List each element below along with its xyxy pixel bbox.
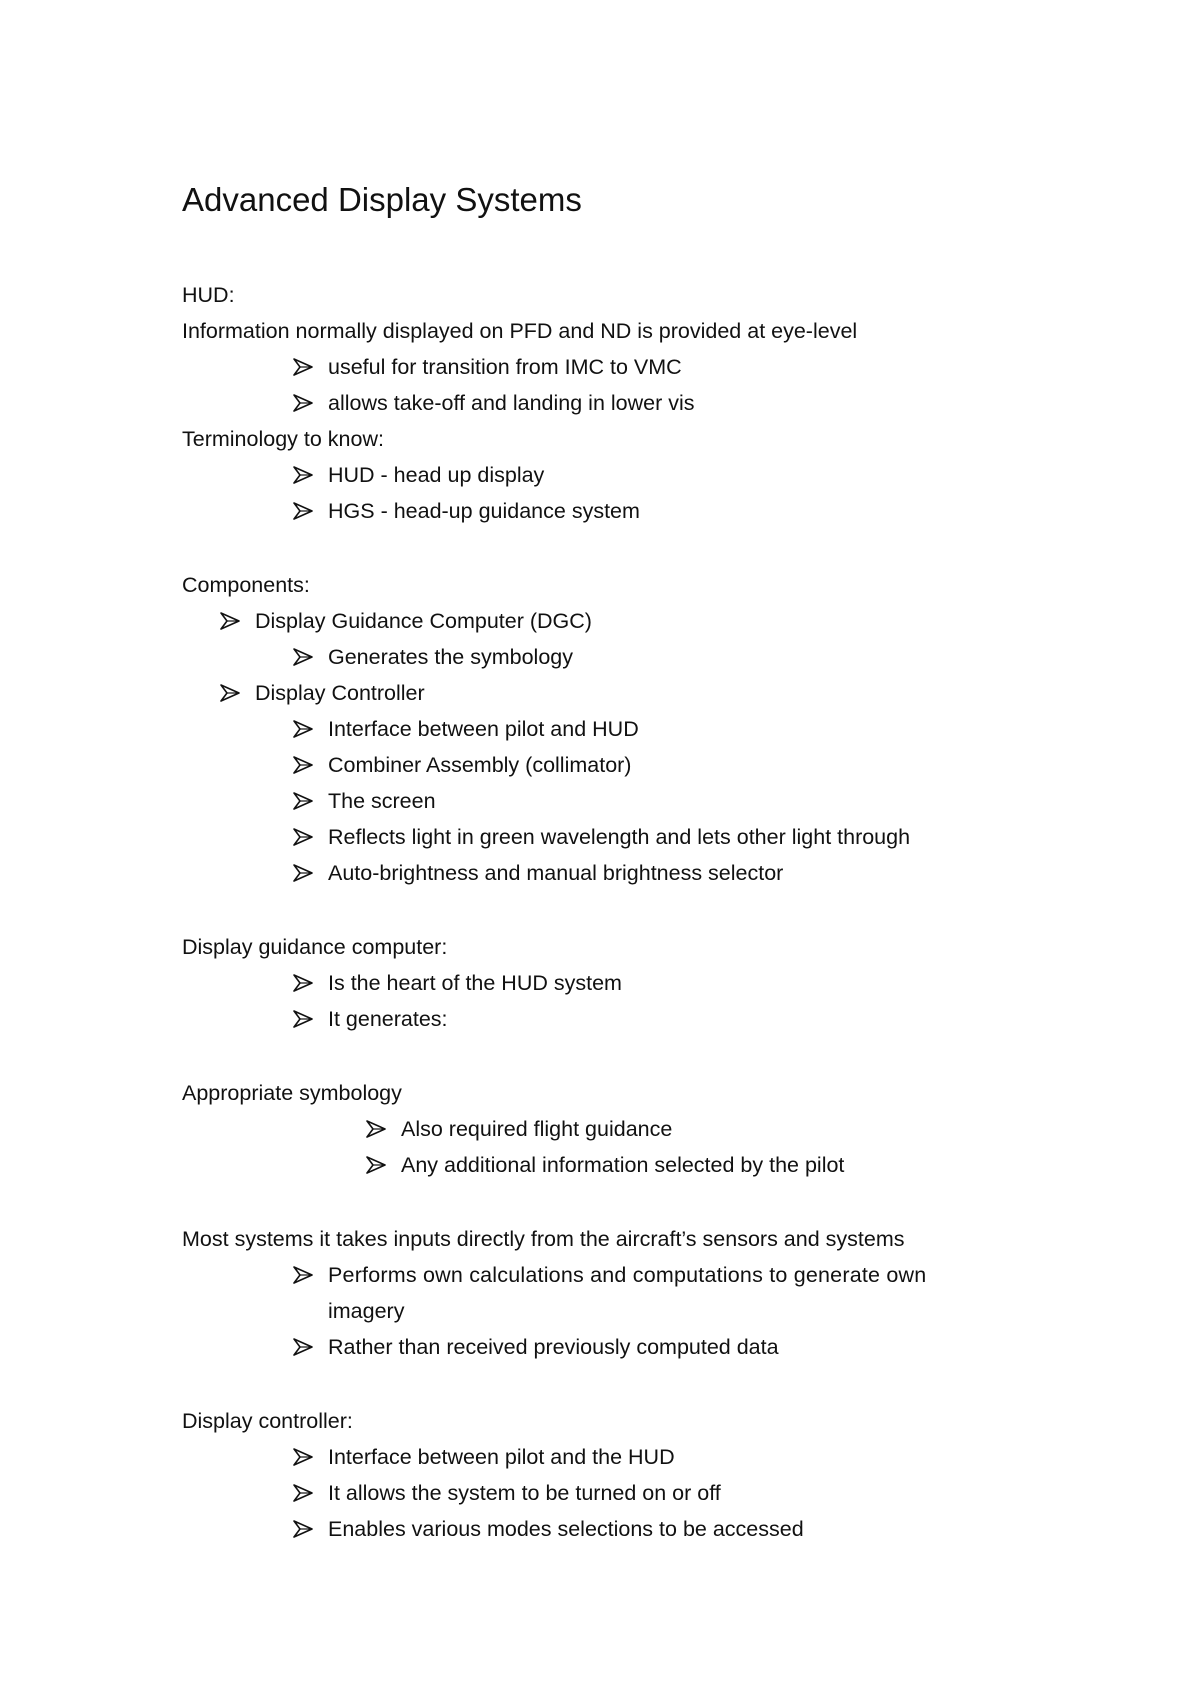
section-heading-dgc: Display guidance computer: xyxy=(182,935,448,959)
list-item-text: Enables various modes selections to be accessed xyxy=(328,1517,804,1541)
arrowhead-bullet-icon xyxy=(292,1264,314,1286)
list-item-text: HGS - head-up guidance system xyxy=(328,499,640,523)
arrowhead-bullet-icon xyxy=(292,972,314,994)
list-item-text: Auto-brightness and manual brightness selector xyxy=(328,861,784,885)
arrowhead-bullet-icon xyxy=(292,500,314,522)
arrowhead-bullet-icon xyxy=(292,392,314,414)
arrowhead-bullet-icon xyxy=(292,1446,314,1468)
page-title: Advanced Display Systems xyxy=(182,181,582,218)
list-item-text: Display Controller xyxy=(255,681,425,705)
list-item-text: Display Guidance Computer (DGC) xyxy=(255,609,592,633)
list-item-text: Generates the symbology xyxy=(328,645,573,669)
list-item-text: Is the heart of the HUD system xyxy=(328,971,622,995)
list-item-text: It generates: xyxy=(328,1007,448,1031)
list-item-continuation: imagery xyxy=(328,1299,405,1323)
list-item-text: HUD - head up display xyxy=(328,463,545,487)
section-heading-inputs: Most systems it takes inputs directly from the aircraft’s sensors and systems xyxy=(182,1227,905,1251)
list-item-text: It allows the system to be turned on or off xyxy=(328,1481,721,1505)
section-heading-controller: Display controller: xyxy=(182,1409,353,1433)
arrowhead-bullet-icon xyxy=(292,1518,314,1540)
list-item-text: allows take-off and landing in lower vis xyxy=(328,391,695,415)
section-heading-symbology: Appropriate symbology xyxy=(182,1081,402,1105)
arrowhead-bullet-icon xyxy=(292,1482,314,1504)
arrowhead-bullet-icon xyxy=(292,862,314,884)
list-item-text: The screen xyxy=(328,789,436,813)
arrowhead-bullet-icon xyxy=(292,1336,314,1358)
section-heading-components: Components: xyxy=(182,573,310,597)
arrowhead-bullet-icon xyxy=(219,682,241,704)
list-item-text: Combiner Assembly (collimator) xyxy=(328,753,632,777)
arrowhead-bullet-icon xyxy=(292,754,314,776)
arrowhead-bullet-icon xyxy=(292,646,314,668)
hud-intro-text: Information normally displayed on PFD and ND is provided at eye-level xyxy=(182,319,858,343)
arrowhead-bullet-icon xyxy=(365,1118,387,1140)
arrowhead-bullet-icon xyxy=(292,356,314,378)
arrowhead-bullet-icon xyxy=(292,464,314,486)
arrowhead-bullet-icon xyxy=(292,826,314,848)
list-item-text: Interface between pilot and the HUD xyxy=(328,1445,675,1469)
arrowhead-bullet-icon xyxy=(365,1154,387,1176)
arrowhead-bullet-icon xyxy=(219,610,241,632)
list-item-text: Interface between pilot and HUD xyxy=(328,717,639,741)
list-item-text: Reflects light in green wavelength and lets other light through xyxy=(328,825,911,849)
list-item-text: useful for transition from IMC to VMC xyxy=(328,355,682,379)
list-item-text: Any additional information selected by the pilot xyxy=(401,1153,845,1177)
arrowhead-bullet-icon xyxy=(292,1008,314,1030)
section-heading-hud: HUD: xyxy=(182,283,235,307)
list-item-text: Performs own calculations and computations to generate own xyxy=(328,1263,927,1287)
section-heading-terminology: Terminology to know: xyxy=(182,427,384,451)
arrowhead-bullet-icon xyxy=(292,790,314,812)
arrowhead-bullet-icon xyxy=(292,718,314,740)
list-item-text: Also required flight guidance xyxy=(401,1117,673,1141)
list-item-text: Rather than received previously computed data xyxy=(328,1335,779,1359)
